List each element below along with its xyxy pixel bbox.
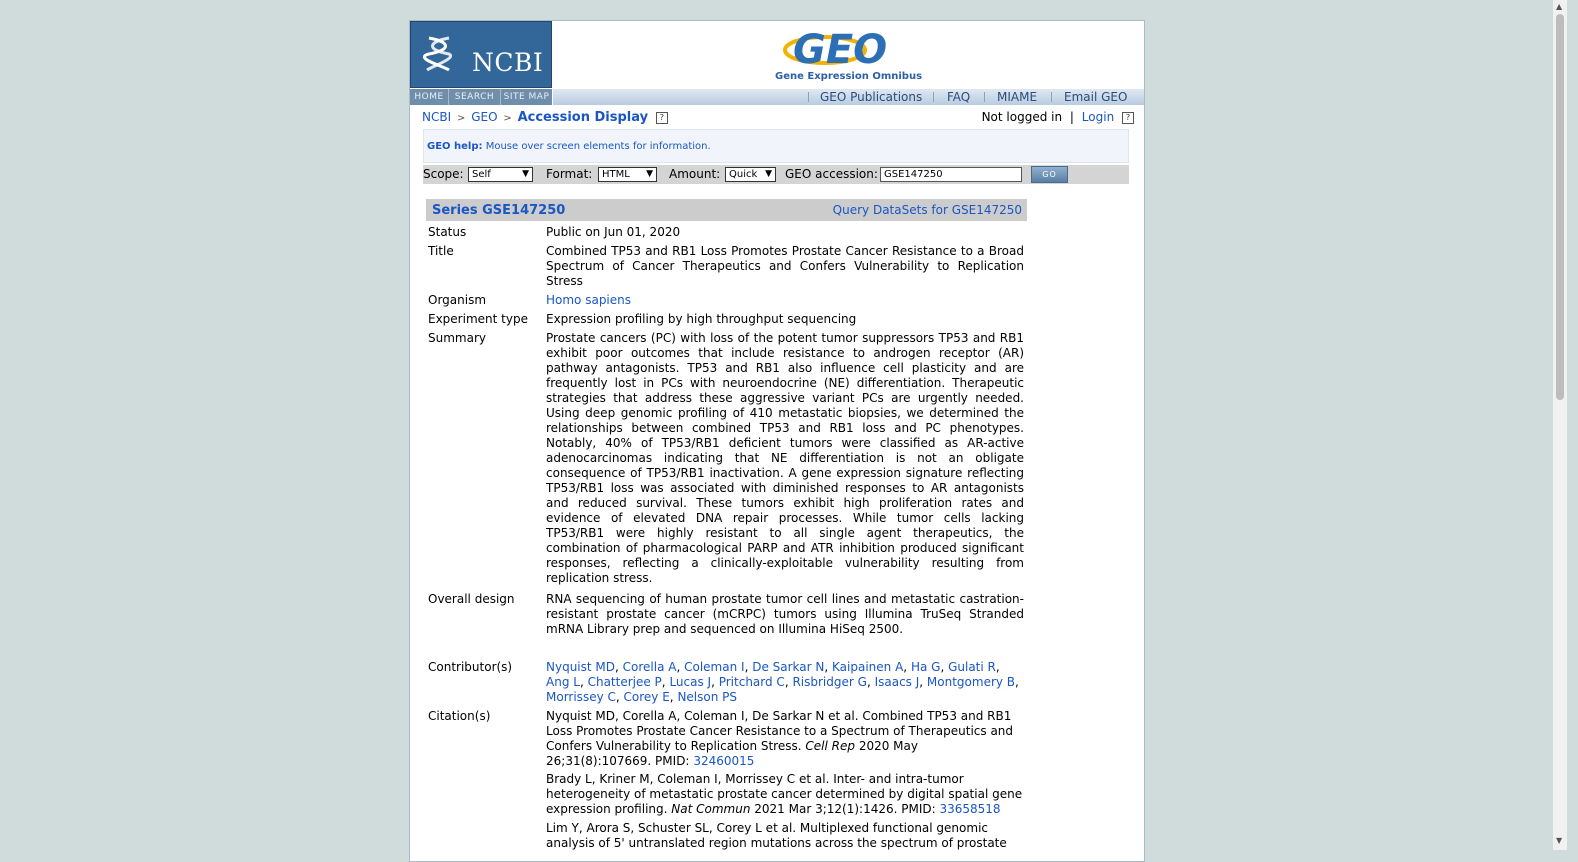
geo-nav-email[interactable]: Email GEO <box>1064 90 1128 104</box>
breadcrumb-sep: > <box>503 113 512 124</box>
overall-design-label: Overall design <box>428 592 515 606</box>
amount-label: Amount: <box>669 167 721 181</box>
ncbi-helix-icon <box>423 34 457 74</box>
login-sep: | <box>1069 110 1074 124</box>
citations-label: Citation(s) <box>428 709 491 723</box>
query-datasets-link[interactable]: Query DataSets for GSE147250 <box>832 203 1022 217</box>
login-area <box>982 110 1134 124</box>
contributor-link[interactable]: Gulati R <box>948 660 996 674</box>
citation-1 <box>546 709 1024 769</box>
contributor-link[interactable]: Nelson PS <box>677 690 737 704</box>
citation-journal: Nat Commun <box>671 802 751 816</box>
login-status: Not logged in <box>981 110 1063 124</box>
ncbi-nav-sitemap[interactable]: SITE MAP <box>503 92 550 102</box>
status-value: Public on Jun 01, 2020 <box>546 225 681 239</box>
contributor-link[interactable]: Montgomery B <box>926 675 1016 689</box>
amount-select[interactable] <box>725 167 776 182</box>
contributor-link[interactable]: Ang L <box>546 675 580 689</box>
chevron-down-icon: ▼ <box>765 169 772 179</box>
citation-2 <box>546 772 1024 817</box>
citation-text: Brady L, Kriner M, Coleman I, Morrissey C et al. Inter- and intra-tumor heterogeneity of metastatic prostate cancer determined by digital spatial gene expression profiling. <box>546 772 1023 816</box>
citation-journal: Cell Rep <box>805 739 855 753</box>
organism-label: Organism <box>428 293 487 307</box>
help-text: Mouse over screen elements for information. <box>485 141 711 152</box>
breadcrumb <box>422 110 668 126</box>
contributor-link[interactable]: Kaipainen A <box>832 660 904 674</box>
scrollbar[interactable] <box>1553 0 1567 850</box>
login-help-icon[interactable]: ? <box>1122 112 1134 124</box>
organism-link[interactable]: Homo sapiens <box>546 293 632 307</box>
scope-select-value: Self <box>472 169 491 180</box>
pmid-link[interactable]: 32460015 <box>693 754 755 768</box>
title-value: Combined TP53 and RB1 Loss Promotes Prostate Cancer Resistance to a Broad Spectrum of Cancer Therapeutics and Confers Vulnerability to Replication Stress <box>546 244 1024 288</box>
contributor-link[interactable]: Chatterjee P <box>587 675 662 689</box>
scroll-down-icon[interactable]: ▼ <box>1556 836 1563 845</box>
scroll-up-icon[interactable]: ▲ <box>1556 2 1563 11</box>
citation-ref: 2020 May 26;31(8):107669. PMID: <box>546 739 918 768</box>
help-box <box>423 129 1129 163</box>
ncbi-nav-search[interactable]: SEARCH <box>449 89 501 105</box>
ncbi-logo-text: NCBI <box>472 48 544 77</box>
summary-value: Prostate cancers (PC) with loss of the potent tumor suppressors TP53 and RB1 exhibit poor outcomes that include resistance to androgen receptor (AR) pathway antagonists. TP53 and RB1 also influence cell plasticity and are frequently lost in PCs with neuroendocrine (NE) differentiation. Therapeutic strategies that address these aggressive variant PCs are urgently needed. Using deep genomic profiling of 410 metastatic biopsies, we determined the relationships between combined TP53 and RB1 loss and PC phenotypes. Notably, 40% of TP53/RB1 deficient tumors were classified as AR-active adenocarcinomas indicating that NE differentiation is not an obligate consequence of TP53/RB1 inactivation. A gene expression signature reflecting TP53/RB1 loss was associated with diminished responses to AR antagonists and reduced survival. These tumors exhibit high proliferation rates and evidence of elevated DNA repair processes. While tumor cells lacking TP53/RB1 were highly resistant to all single agent therapeutics, the combination of pharmacological PARP and ATR inhibition produced significant responses, reflecting a clinically-exploitable vulnerability resulting from replication stress. <box>546 331 1024 585</box>
ncbi-logo[interactable] <box>410 21 552 88</box>
accession-input[interactable]: GSE147250 <box>880 167 1022 182</box>
geo-subtitle: Gene Expression Omnibus <box>775 71 923 82</box>
geo-nav-miame[interactable]: MIAME <box>997 90 1038 104</box>
experiment-type-value: Expression profiling by high throughput sequencing <box>546 312 857 326</box>
citation-text: Lim Y, Arora S, Schuster SL, Corey L et al. Multiplexed functional genomic analysis of 5' untranslated region mutations across the spectrum of prostate <box>546 821 1007 850</box>
contributor-link[interactable]: Lucas J <box>669 675 712 689</box>
contributor-link[interactable]: Risbridger G <box>792 675 867 689</box>
overall-design-value: RNA sequencing of human prostate tumor cell lines and metastatic castration-resistant prostate cancer (mCRPC) tumors using Illumina TruSeq Stranded mRNA Library prep and sequenced on Illumina HiSeq 2500. <box>546 592 1024 636</box>
page-container <box>409 20 1145 862</box>
format-label: Format: <box>546 167 593 181</box>
query-bar <box>423 165 1129 184</box>
amount-select-value: Quick <box>729 169 758 180</box>
contributor-link[interactable]: Nyquist MD <box>546 660 615 674</box>
breadcrumb-current: Accession Display <box>517 110 649 125</box>
help-label: GEO help: <box>427 141 483 152</box>
ncbi-nav-home[interactable]: HOME <box>410 89 449 105</box>
go-button[interactable]: GO <box>1031 166 1068 183</box>
scroll-thumb[interactable] <box>1556 14 1564 400</box>
series-title: Series GSE147250 <box>432 203 566 218</box>
citation-ref: 2021 Mar 3;12(1):1426. PMID: <box>754 802 936 816</box>
title-label: Title <box>428 244 454 258</box>
geo-logo-icon[interactable] <box>781 25 901 71</box>
experiment-type-label: Experiment type <box>428 312 528 326</box>
svg-text:GEO: GEO <box>793 27 888 71</box>
geo-banner <box>553 21 1144 88</box>
summary-label: Summary <box>428 331 486 345</box>
contributor-link[interactable]: Isaacs J <box>874 675 920 689</box>
contributors-label: Contributor(s) <box>428 660 513 674</box>
format-select[interactable] <box>598 167 657 182</box>
chevron-down-icon: ▼ <box>646 169 653 179</box>
help-icon[interactable]: ? <box>656 112 668 124</box>
chevron-down-icon: ▼ <box>522 169 529 179</box>
breadcrumb-sep: > <box>456 113 466 124</box>
login-link[interactable]: Login <box>1081 110 1115 124</box>
format-select-value: HTML <box>602 169 630 180</box>
contributor-link[interactable]: Morrissey C <box>546 690 616 704</box>
contributor-link[interactable]: Pritchard C <box>718 675 785 689</box>
geo-nav-faq[interactable]: FAQ <box>947 90 971 104</box>
contributor-link[interactable]: Corella A <box>622 660 677 674</box>
scope-select[interactable] <box>468 167 533 182</box>
accession-label: GEO accession: <box>785 167 878 181</box>
contributor-link[interactable]: Corey E <box>623 690 670 704</box>
contributor-link[interactable]: De Sarkar N <box>752 660 825 674</box>
contributors-list: Nyquist MD, Corella A, Coleman I, De Sarkar N, Kaipainen A, Ha G, Gulati R, Ang L, Chatterjee P, Lucas J, Pritchard C, Risbridger G, Isaacs J, Montgomery B, Morrissey C, Corey E, Nelson PS <box>546 660 1019 704</box>
scope-label: Scope: <box>423 167 464 181</box>
citation-text: Nyquist MD, Corella A, Coleman I, De Sarkar N et al. Combined TP53 and RB1 Loss Promotes Prostate Cancer Resistance to a Spectrum of Therapeutics and Confers Vulnerability to Replication Stress. <box>546 709 1014 753</box>
contributor-link[interactable]: Coleman I <box>684 660 745 674</box>
geo-nav <box>553 89 1144 105</box>
geo-nav-publications[interactable]: GEO Publications <box>820 90 923 104</box>
status-label: Status <box>428 225 467 239</box>
citation-3 <box>546 821 1024 851</box>
contributor-link[interactable]: Ha G <box>910 660 941 674</box>
series-header <box>426 199 1027 221</box>
breadcrumb-geo[interactable]: GEO <box>471 110 498 124</box>
breadcrumb-ncbi[interactable]: NCBI <box>422 110 452 124</box>
ncbi-nav <box>410 89 552 105</box>
pmid-link[interactable]: 33658518 <box>939 802 1001 816</box>
